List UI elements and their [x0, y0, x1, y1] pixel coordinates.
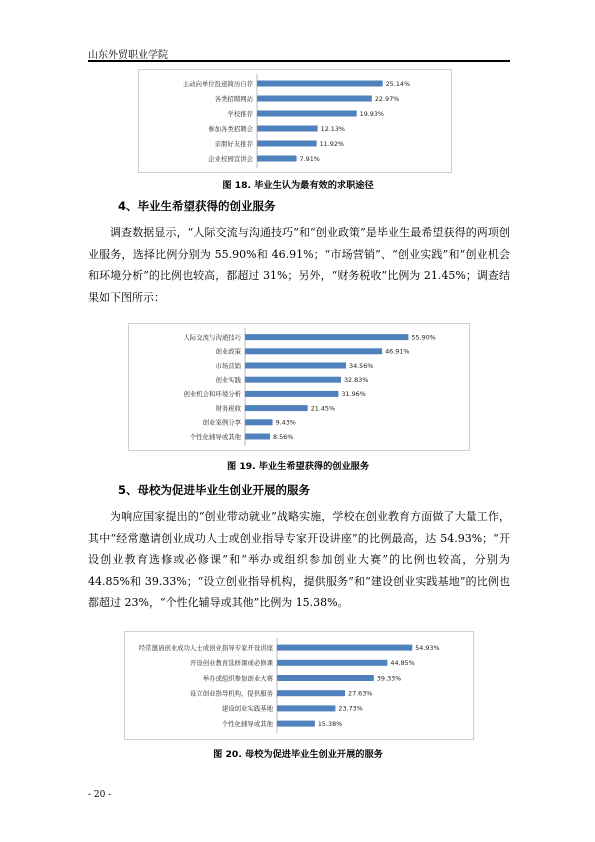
chart19-value-label: 46.91% [385, 347, 410, 356]
section-5-heading: 5、母校为促进毕业生创业开展的服务 [118, 483, 310, 497]
chart20-bar [277, 675, 374, 681]
chart-20 [125, 632, 473, 739]
chart20-bar [277, 645, 412, 651]
chart19-bar [245, 348, 382, 354]
chart19-category-label: 创业机会和环境分析 [183, 390, 241, 399]
chart18-value-label: 11.92% [319, 139, 344, 148]
chart18-category-label: 亲朋好友推荐 [214, 139, 253, 148]
chart20-category-label: 建设创业实践基地 [221, 704, 273, 713]
chart18-value-label: 12.13% [320, 124, 346, 133]
chart-20-caption: 图 20. 母校为促进毕业生创业开展的服务 [213, 749, 383, 760]
chart19-value-label: 34.56% [349, 361, 374, 370]
chart-20-frame [124, 631, 474, 740]
chart-18-frame [138, 69, 452, 173]
page-number: - 20 - [88, 790, 112, 800]
chart-19 [129, 324, 469, 450]
chart18-value-label: 19.93% [359, 109, 385, 118]
chart19-category-label: 财务税收 [215, 404, 241, 413]
chart18-category-label: 主动向单位投递简历自荐 [182, 79, 253, 88]
chart18-value-label: 25.14% [385, 79, 411, 88]
chart18-bar [257, 96, 372, 102]
chart19-category-label: 创业案例分享 [202, 418, 241, 427]
chart20-bar [277, 705, 335, 711]
header-rule [88, 60, 510, 62]
chart19-bar [245, 377, 341, 383]
chart18-bar [257, 141, 317, 147]
chart19-value-label: 31.96% [341, 390, 366, 399]
chart19-value-label: 21.45% [310, 404, 336, 413]
chart-18 [139, 70, 451, 172]
chart19-value-label: 8.56% [273, 432, 294, 441]
chart20-bar [277, 690, 345, 696]
chart-19-frame [128, 323, 470, 451]
chart19-category-label: 创业政策 [215, 347, 241, 356]
section-4-paragraph: 调查数据显示，“人际交流与沟通技巧”和“创业政策”是毕业生最希望获得的两项创业服务，选择比例分别为 55.90%和 46.91%；“市场营销”、“创业实践”和“创业机会和环境分析”的比例也较高，都超过 31%；另外，“财务税收”比例为 21.45%；调查结果如下图所示： [88, 226, 510, 304]
chart20-value-label: 44.85% [390, 659, 415, 668]
chart-18-caption: 图 18. 毕业生认为最有效的求职途径 [222, 180, 374, 191]
chart18-category-label: 企业校园宣讲会 [208, 154, 253, 163]
chart20-category-label: 设立创业指导机构，提供服务 [189, 689, 273, 698]
chart18-bar [257, 81, 383, 87]
chart19-bar [245, 434, 270, 440]
chart20-value-label: 15.38% [317, 719, 343, 728]
chart20-category-label: 开设创业教育选修课或必修课 [189, 659, 273, 668]
chart20-value-label: 54.93% [415, 643, 440, 652]
chart19-bar [245, 419, 273, 425]
chart19-bar [245, 334, 408, 340]
page-header: 山东外贸职业学院 [88, 50, 168, 61]
chart19-bar [245, 363, 346, 369]
chart20-category-label: 个性化辅导或其他 [221, 719, 273, 728]
section-5-paragraph: 为响应国家提出的“创业带动就业”战略实施，学校在创业教育方面做了大量工作，其中“经常邀请创业成功人士或创业指导专家开设讲座”的比例最高，达 54.93%；“开设创业教育选修或必修课”和“举办或组织参加创业大赛”的比例也较高，分别为 44.85%和 39.33%；“设立创业指导机构，提供服务”和“建设创业实践基地”的比例也都超过 23%，“个性化辅导或其他”比例为 15.38%。 [88, 510, 510, 609]
chart19-category-label: 市场营销 [215, 361, 241, 370]
chart20-category-label: 举办或组织参加创业大赛 [202, 674, 273, 683]
chart18-bar [257, 126, 318, 132]
chart19-category-label: 人际交流与沟通技巧 [183, 333, 241, 342]
chart19-bar [245, 391, 338, 397]
chart18-value-label: 22.97% [374, 94, 400, 103]
section-4-heading: 4、毕业生希望获得的创业服务 [118, 199, 276, 213]
chart19-value-label: 55.90% [411, 333, 436, 342]
chart18-category-label: 学校推荐 [227, 109, 253, 118]
chart20-bar [277, 660, 387, 666]
chart20-value-label: 27.63% [348, 689, 373, 698]
chart20-value-label: 39.33% [376, 674, 402, 683]
chart19-value-label: 9.43% [275, 418, 296, 427]
chart18-category-label: 参加各类招聘会 [208, 124, 253, 133]
chart18-category-label: 各类招聘网站 [214, 94, 253, 103]
chart19-category-label: 创业实践 [215, 376, 241, 384]
chart19-category-label: 个性化辅导或其他 [189, 432, 241, 441]
chart18-bar [257, 111, 357, 117]
chart18-bar [257, 156, 297, 162]
chart18-value-label: 7.91% [299, 154, 320, 163]
chart20-bar [277, 721, 315, 727]
chart-19-caption: 图 19. 毕业生希望获得的创业服务 [226, 461, 370, 472]
chart19-bar [245, 405, 308, 411]
chart20-value-label: 23.73% [338, 704, 363, 713]
chart19-value-label: 32.83% [343, 376, 369, 384]
chart20-category-label: 经常邀请创业成功人士或创业指导专家开设讲座 [138, 643, 273, 652]
